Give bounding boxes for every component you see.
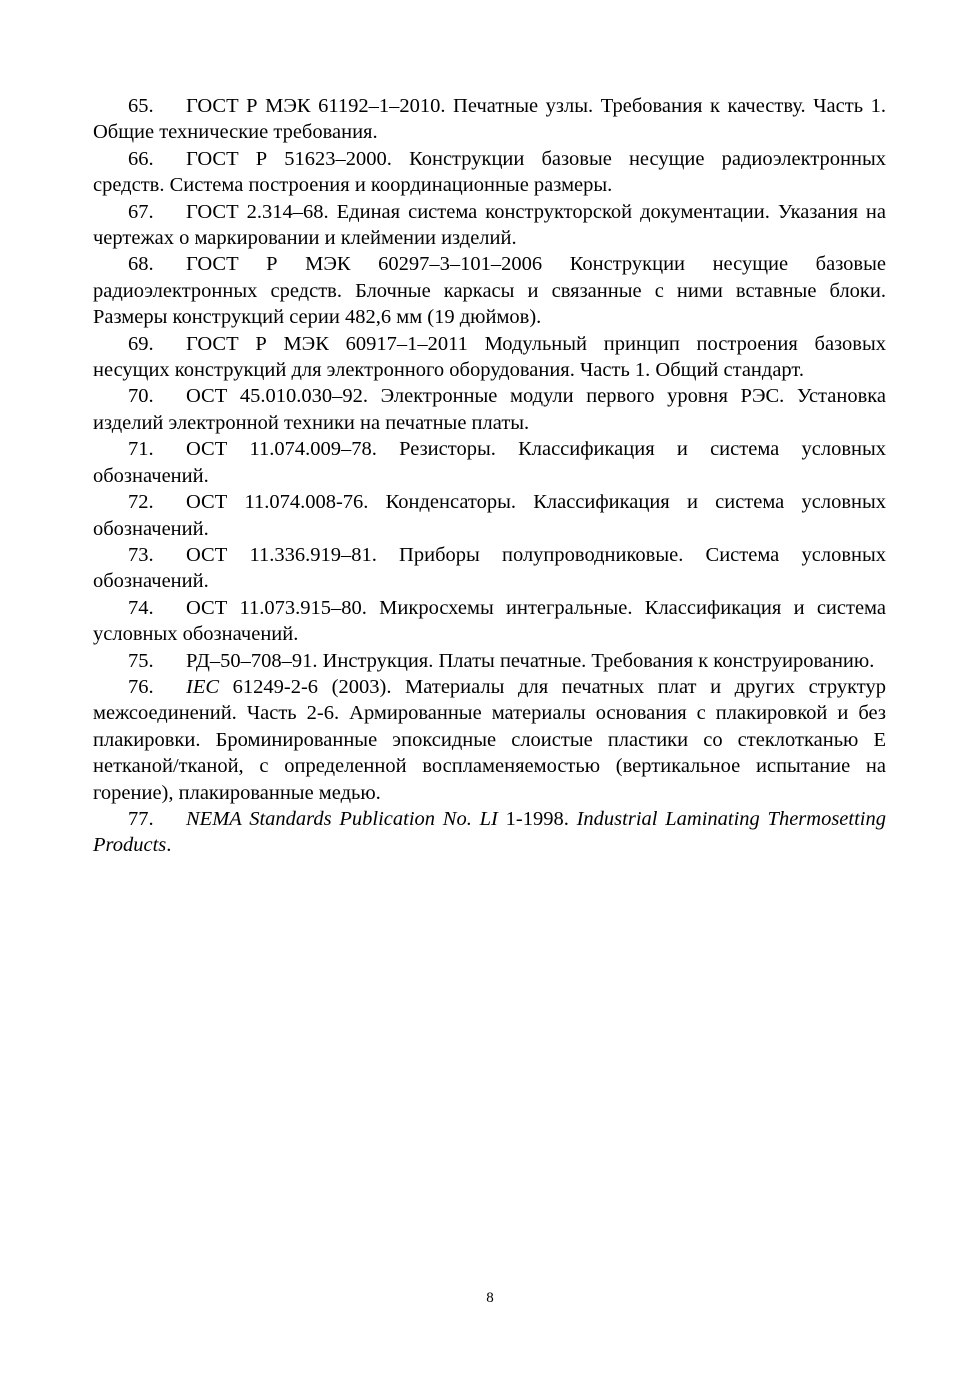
reference-item-67 [93,199,886,252]
reference-text: ГОСТ Р МЭК 60917–1–2011 Модульный принцип построения базовых несущих конструкций для электронного оборудования. Часть 1. Общий стандарт. [93,332,886,382]
reference-item-73 [93,542,886,595]
reference-item-72 [93,489,886,542]
reference-italic-standard: IEC [186,675,220,698]
reference-item-77 [93,806,886,859]
reference-number: 76. [128,675,154,698]
reference-number: 70. [128,385,154,408]
reference-text: ОСТ 45.010.030–92. Электронные модули первого уровня РЭС. Установка изделий электронной техники на печатные платы. [93,385,886,434]
reference-text: ГОСТ 2.314–68. Единая система конструкторской документации. Указания на чертежах о маркировании и клеймении изделий. [93,200,886,250]
reference-number: 66. [128,147,154,170]
reference-text: ГОСТ Р 51623–2000. Конструкции базовые несущие радиоэлектронных средств. Система построения и координационные размеры. [93,147,886,197]
reference-number: 74. [128,596,154,619]
reference-text: ГОСТ Р МЭК 61192–1–2010. Печатные узлы. Требования к качеству. Часть 1. Общие технические требования. [93,95,886,144]
reference-number: 69. [128,332,154,355]
reference-item-65 [93,93,886,146]
reference-number: 73. [128,543,154,566]
reference-item-71 [93,436,886,489]
reference-number: 77. [128,807,154,830]
reference-italic-publication: NEMA Standards Publication No. LI [186,807,498,830]
reference-number: 71. [128,438,154,461]
reference-item-74 [93,595,886,648]
reference-item-76 [93,674,886,806]
reference-item-66 [93,146,886,199]
reference-text-tail: . [166,834,172,857]
reference-text: ОСТ 11.336.919–81. Приборы полупроводниковые. Система условных обозначений. [93,543,886,593]
reference-text: 61249-2-6 (2003). Материалы для печатных плат и других структур межсоединений. Часть 2-6. Армированные материалы основания с плакировкой и без плакировки. Броминированные эпоксидные слоистые пластики со стеклотканью Е нетканой/тканой, с определенной воспламеняемостью (вертикальное испытание на горение), плакированные медью. [93,675,886,804]
reference-text: ОСТ 11.074.008-76. Конденсаторы. Классификация и система условных обозначений. [93,491,886,540]
reference-text: 1-1998. [497,807,577,830]
reference-number: 67. [128,200,154,223]
reference-number: 72. [128,491,154,514]
page-number: 8 [486,1290,494,1306]
reference-item-75 [93,648,886,674]
reference-text: ОСТ 11.073.915–80. Микросхемы интегральные. Классификация и система условных обозначений. [93,596,886,646]
reference-text: РД–50–708–91. Инструкция. Платы печатные. Требования к конструированию. [186,649,875,672]
reference-number: 68. [128,253,154,276]
reference-item-68 [93,251,886,330]
reference-number: 75. [128,649,154,672]
reference-list [93,93,886,859]
reference-item-69 [93,331,886,384]
reference-text: ГОСТ Р МЭК 60297–3–101–2006 Конструкции несущие базовые радиоэлектронных средств. Блочные каркасы и связанные с ними вставные блоки. Размеры конструкций серии 482,6 мм (19 дюймов). [93,253,886,329]
reference-item-70 [93,383,886,436]
reference-number: 65. [128,95,154,117]
reference-italic-title: Industrial Laminating Thermosetting Products [93,807,886,857]
reference-text: ОСТ 11.074.009–78. Резисторы. Классификация и система условных обозначений. [93,438,886,487]
